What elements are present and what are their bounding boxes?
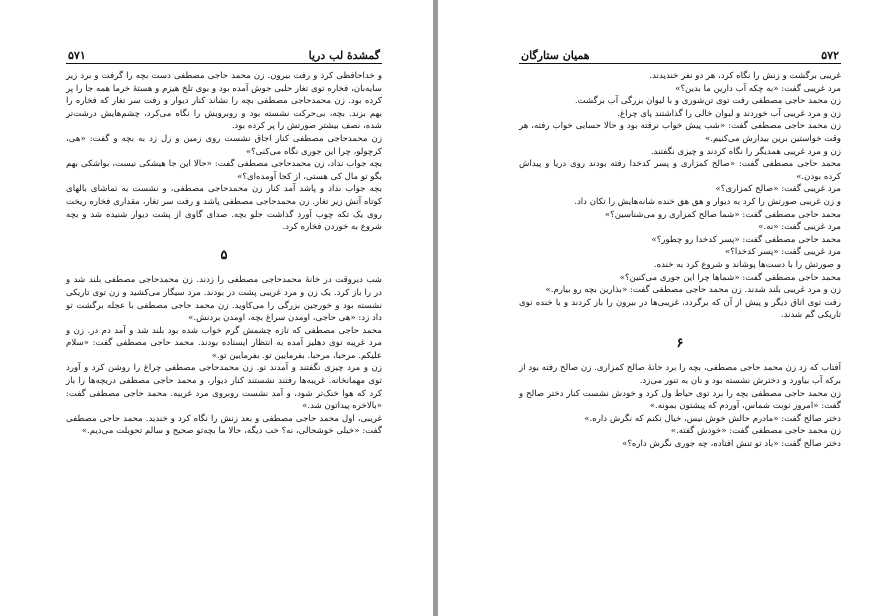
paragraph: دختر صالح گفت: «مادرم حالش خوش نیس، خیال نکنم که نگرش داره.»: [584, 413, 841, 424]
paragraph: و زن غریبی صورتش را کرد به دیوار و هق هق خنده شانه‌هایش را تکان داد.: [574, 196, 841, 207]
paragraph: زن محمد حاجی مصطفی بچه را برد توی حیاط ول کرد و خودش نشست کنار دختر صالح و گفت: «امروز نوبت شماس، آوردم که پیشتون بمونه.»: [519, 388, 841, 412]
right-page: [438, 0, 874, 616]
paragraph: آفتاب که زد زن محمد حاجی مصطفی، بچه را برد خانهٔ صالح کمزاری. زن صالح رفته بود از برکه آب بیاورد و دخترش نشسته بود و نان به تنور می‌زد.: [519, 363, 841, 387]
paragraph: دختر صالح گفت: «باد تو تنش افتاده، چه جوری نگرش داره؟»: [622, 439, 841, 450]
left-page-number: ۵۷۱: [68, 49, 86, 62]
right-page-body: [519, 70, 841, 451]
paragraph: زن و مرد چیزی نگفتند و آمدند تو. زن محمدحاجی مصطفی چراغ را روشن کرد و آورد توی مهمانخانه. غریبه‌ها رفتند نشستند کنار دیوار، و محمد حاجی مصطفی دریچه‌ها را باز کرد که هوا خنک‌تر شود، و آمد نشست روبروی مرد غریبه. محمد حاجی مصطفی گفت: «بالاخره پیداتون شد.»: [66, 363, 382, 412]
paragraph: و صورتش را با دست‌ها پوشاند و شروع کرد به خنده.: [653, 259, 841, 270]
paragraph: زن و مرد غریبی آب خوردند و لیوان خالی را گذاشتند پای چراغ.: [617, 108, 841, 119]
left-page: [0, 0, 433, 616]
left-page-body: [66, 70, 382, 438]
section-number: ۵: [220, 247, 228, 263]
right-page-number: ۵۷۲: [821, 49, 839, 62]
paragraph: شب دیروقت در خانهٔ محمدحاجی مصطفی را زدند. زن محمدحاجی مصطفی بلند شد و در را باز کرد. یک زن و مرد غریبی پشت در بودند. مرد سیگار می‌کشید و زن توی تاریکی نشسته بود و خورجین بزرگی را می‌کاوید. زن محمد حاجی مصطفی با عجله برگشت تو داد زد: «هی حاجی، اومدن سراغ بچه، اومدن بردنش.»: [66, 275, 382, 324]
left-page-header: [68, 40, 380, 62]
left-header-rule: [66, 63, 382, 64]
left-running-title: گمشدهٔ لب دریا: [308, 49, 380, 62]
paragraph: محمد حاجی مصطفی که تازه چشمش گرم خواب شده بود بلند شد و آمد دم در. زن و مرد غریبه توی دهلیز آمده به انتظار ایستاده بودند. محمد حاجی مصطفی گفت: «سلام علیکم. مرحبا، مرحبا. بفرمایین تو. بفرمایین تو.»: [66, 325, 382, 361]
paragraph: مرد غریبی گفت: «پسر کدخدا؟»: [725, 247, 841, 258]
paragraph: و خداحافظی کرد و رفت بیرون. زن محمد حاجی مصطفی دست بچه را گرفت و برد زیر سایه‌بان، فخاره توی تغار حلبی جوش آمده بود و بوی تلخ هیزم و هستهٔ خرما همه جا را پر کرده بود. زن محمدحاجی مصطفی بچه را نشاند کنار دیوار و رفت سر تغار که فخاره را بهم بزند. بچه، بی‌حرکت نشسته بود و روبرویش را نگاه می‌کرد، چشم‌هایش درشت‌تر شده، نصف بیشتر صورتش را پر کرده بود.: [66, 71, 382, 132]
paragraph: مرد غریبی گفت: «صالح کمزاری؟»: [715, 184, 841, 195]
paragraph: زن و مرد غریبی همدیگر را نگاه کردند و چیزی نگفتند.: [650, 146, 841, 157]
paragraph: زن محمد حاجی مصطفی گفت: «خودش گفته.»: [670, 426, 841, 437]
right-header-rule: [519, 63, 841, 64]
paragraph: غریبی برگشت و زنش را نگاه کرد، هر دو نفر خندیدند.: [649, 71, 841, 81]
paragraph: زن و مرد غریبی بلند شدند. زن محمد حاجی مصطفی گفت: «بذارین بچه رو بیارم.»: [545, 285, 841, 296]
right-running-title: همیان ستارگان: [521, 49, 590, 62]
paragraph: غریبی، اول محمد حاجی مصطفی و بعد زنش را نگاه کرد و خندید. محمد حاجی مصطفی گفت: «خیلی خوشحالی، نه؟ خب دیگه، حالا ما بچه‌تو صحیح و سالم تحویلت می‌دیم.»: [66, 413, 382, 437]
paragraph: زن محمدحاجی مصطفی کنار اجاق نشست روی زمین و زل زد به بچه و گفت: «هی، کرچولو، چرا این جوری نگاه می‌کنی؟»: [66, 133, 382, 157]
paragraph: مرد غریبی گفت: «نه.»: [758, 222, 841, 233]
paragraph: مرد غریبی گفت: «به چکه آب دارین ما بدین؟»: [675, 83, 841, 94]
section-number: ۶: [676, 335, 684, 351]
paragraph: رفت توی اتاق دیگر و پیش از آن که برگردد، غریبی‌ها در بیرون را باز کردند و با خنده توی تاریکی گم شدند.: [519, 297, 841, 321]
paragraph: محمد حاجی مصطفی گفت: «پسر کدخدا رو چطور؟»: [651, 234, 841, 245]
paragraph: زن محمد حاجی مصطفی رفت توی تن‌شوری و با لیوان بزرگی آب برگشت.: [574, 96, 841, 107]
right-page-header: [521, 40, 839, 62]
paragraph: محمد حاجی مصطفی گفت: «صالح کمزاری و پسر کدخدا رفته بودند روی دریا و پیداش کرده بودن.»: [519, 159, 841, 182]
paragraph: بچه جواب نداد و پاشد آمد کنار زن محمدحاجی مصطفی، و نشست به تماشای بالهای کوتاه آتش زیر تغار. زن محمدحاجی مصطفی پاشد و رفت سر تغار، مقداری فخاره ریخت روی یک تکه چوب آورد گذاشت جلو بچه. صدای گاوی از پشت دیوار شنیده شد و بچه شروع به خوردن فخاره کرد.: [66, 184, 382, 233]
paragraph: بچه جواب نداد، زن محمدحاجی مصطفی گفت: «حالا این جا هیشکی نیست، بواشکی بهم بگو تو مال کی هستی، از کجا آومده‌ای؟»: [66, 159, 382, 182]
paragraph: محمد حاجی مصطفی گفت: «شما صالح کمزاری رو می‌شناسین؟»: [604, 209, 841, 220]
paragraph: محمد حاجی مصطفی گفت: «شماها چرا این جوری می‌کنین؟»: [619, 272, 841, 283]
paragraph: زن محمد حاجی مصطفی گفت: «شب پیش خواب نرفته بود و حالا حسابی خواب رفته، هر وقت خواستین برین بیدارش می‌کنیم.»: [519, 121, 841, 144]
